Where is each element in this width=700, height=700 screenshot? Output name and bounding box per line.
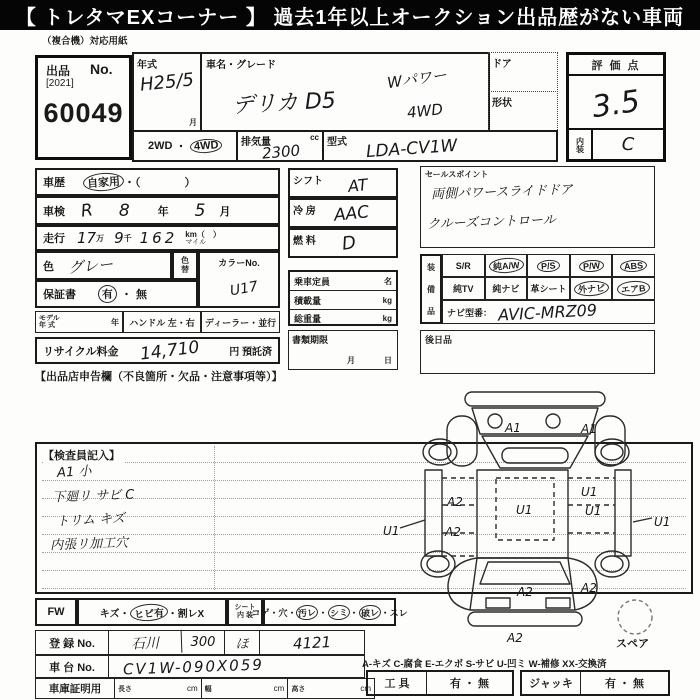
fw-options-cell — [77, 598, 227, 626]
rating-box — [566, 52, 666, 162]
mileage-man: 17 — [77, 229, 97, 247]
color-value: グレー — [67, 255, 114, 277]
dealer-cell: ディーラー・並行 — [201, 311, 280, 333]
shape-label: 形状 — [492, 98, 512, 109]
equipment-side-label — [420, 254, 442, 324]
equipment-abs — [612, 254, 655, 277]
equipment-jun-tv — [442, 277, 485, 300]
wheel-rear-right-rim — [601, 556, 623, 572]
interior-value: C — [621, 134, 635, 155]
inspector-title: 【検査員記入】 — [43, 447, 124, 463]
sales-point-line2: クルーズコントロール — [426, 212, 556, 233]
shaken-label: 車検 — [43, 205, 65, 218]
color-no-label: カラーNo. — [218, 258, 260, 268]
shaken-year: 8 — [118, 200, 130, 221]
registration-kana: ほ — [225, 631, 260, 654]
garage-height-unit: cm — [360, 684, 372, 693]
handle-cell: ハンドル 左・右 — [123, 311, 201, 333]
declaration-title: 【出品店申告欄（不良箇所・欠品・注意事項等）】 — [35, 371, 283, 383]
door-cell — [488, 52, 558, 92]
wheel-front-left — [423, 439, 457, 465]
navi-model-value: AVIC-MRZ09 — [497, 299, 598, 325]
mileage-unit-mile: マイル — [185, 238, 207, 246]
equipment-airbag-label: エアB — [617, 280, 650, 297]
shaken-era: R — [79, 199, 95, 222]
mileage-man-label: 万 — [96, 233, 105, 243]
recycle-unit: 円 預託済 — [229, 347, 272, 358]
aircon-value: AAC — [333, 202, 371, 226]
capacity-label-1: 積載量 — [294, 295, 322, 306]
color-no-value: U17 — [228, 278, 260, 300]
equipment-jun-aw-label: 純A/W — [488, 257, 523, 274]
garage-length-unit: cm — [187, 684, 198, 693]
navi-model-row — [442, 300, 655, 324]
rating-score: 3.5 — [589, 83, 643, 125]
wheel-rear-left — [421, 551, 455, 577]
garage-row — [35, 678, 375, 699]
warranty-label: 保証書 — [43, 289, 76, 301]
leader-line-right — [633, 518, 652, 522]
equipment-sr — [442, 254, 485, 277]
inspector-note-4: 内張リ加工穴 — [49, 535, 129, 554]
seat-dot3: ・ — [318, 607, 328, 618]
year-cell — [132, 52, 202, 132]
aircon-label: 冷 房 — [293, 206, 316, 217]
equipment-grid — [442, 254, 655, 300]
color-cell — [35, 251, 172, 280]
recycle-label: リサイクル料金 — [43, 345, 119, 358]
tools-box — [366, 670, 514, 696]
equipment-airbag — [612, 277, 655, 300]
side-sill-right — [615, 470, 631, 556]
registration-number: 4121 — [292, 632, 332, 653]
fw-ware: 割レX — [177, 608, 205, 620]
seat-ana: 穴 — [278, 607, 288, 618]
equipment-ext-navi-label: 外ナビ — [573, 280, 609, 297]
garage-width-unit: cm — [273, 684, 285, 693]
drive-2wd: 2WD — [148, 140, 173, 152]
displacement-value: 2300 — [261, 141, 301, 163]
fuel-label: 燃 料 — [293, 236, 316, 247]
garage-width-label: 幅 — [204, 685, 212, 693]
car-name-label: 車名・グレード — [206, 60, 276, 71]
mileage-rest: 162 — [139, 229, 178, 247]
fuel-value: D — [340, 232, 358, 255]
seat-dot4: ・ — [349, 607, 359, 618]
shaken-month: 5 — [194, 200, 206, 221]
cowl-panel — [472, 408, 598, 434]
leader-line-left — [400, 520, 425, 528]
capacity-box — [288, 270, 398, 326]
mileage-label: 走行 — [43, 233, 65, 245]
equipment-jun-tv-label: 純TV — [453, 284, 474, 294]
capacity-unit-1: kg — [382, 295, 392, 305]
fw-dot2: ・ — [167, 608, 178, 620]
wheel-front-right-rim — [601, 444, 623, 460]
wheel-rear-left-rim — [427, 556, 449, 572]
shift-label: シフト — [293, 176, 323, 187]
mileage-unit — [185, 231, 221, 246]
banner-title: 【 トレタマEXコーナー 】 過去1年以上オークション出品歴がない車両 — [15, 6, 685, 29]
fw-kizu: キズ — [99, 608, 120, 620]
equipment-side-a: 装 — [427, 262, 435, 272]
interior-label-small: 内 装 — [237, 612, 253, 619]
color-change-b: 替 — [181, 264, 189, 274]
model-code-value: LDA-CV1W — [365, 135, 459, 163]
ruled-divider — [214, 446, 215, 590]
drive-cell — [132, 130, 238, 162]
equipment-pw — [570, 254, 613, 277]
fw-label-cell: FW — [35, 598, 77, 626]
interior-label: 内装 — [569, 130, 593, 159]
garage-length-label: 長さ — [118, 685, 132, 693]
shaken-row — [35, 196, 280, 225]
docs-deadline-box — [288, 330, 398, 370]
capacity-label-0: 乗車定員 — [294, 276, 331, 287]
wheel-front-right — [595, 439, 629, 465]
taillight-right — [546, 598, 570, 608]
seat-sure: スレ — [389, 607, 408, 618]
mark-right-out: U1 — [654, 515, 671, 529]
capacity-label-2: 総重量 — [294, 314, 322, 324]
garage-height-cell — [288, 679, 374, 698]
seat-yogore: 汚レ — [296, 604, 319, 620]
history-row — [35, 168, 280, 196]
model-code-cell — [322, 130, 558, 162]
equipment-ps — [527, 254, 570, 277]
listing-number: 60049 — [43, 98, 124, 128]
equipment-jun-navi — [485, 277, 528, 300]
mark-right-panel-b: U1 — [585, 504, 602, 518]
inspector-note-1: A1 小 — [56, 464, 92, 481]
shift-value: AT — [347, 175, 369, 196]
capacity-unit-0: 名 — [384, 276, 392, 286]
aircon-cell — [288, 198, 398, 228]
registration-area: 石川 — [109, 630, 183, 656]
mileage-row — [35, 225, 280, 251]
seat-dot2: ・ — [287, 607, 297, 618]
navi-model-label: ナビ型番： — [447, 307, 493, 318]
rating-header: 評 価 点 — [569, 55, 663, 76]
spare-label: スペア — [616, 637, 649, 650]
equipment-abs-label: ABS — [620, 259, 648, 273]
equipment-jun-navi-label: 純ナビ — [492, 284, 520, 294]
listing-year-tag: [2021] — [46, 78, 74, 89]
mileage-sen-label: 千 — [123, 233, 132, 243]
chassis-value: CV1W-090X059 — [122, 655, 265, 678]
mark-rear-side: A2 — [581, 581, 597, 595]
garage-width-cell — [202, 679, 289, 698]
mark-roof: U1 — [516, 503, 533, 517]
mark-left-panel-b: A2 — [445, 525, 461, 539]
capacity-row — [290, 291, 396, 310]
model-year-cell — [35, 311, 123, 333]
sales-point-line1: 両側パワースライドドア — [430, 182, 573, 203]
equipment-leather-seat-label: 革シート — [530, 284, 567, 294]
fuel-cell — [288, 228, 398, 258]
drive-4wd: 4WD — [189, 138, 222, 154]
listing-number-box — [35, 55, 132, 160]
rear-bumper — [468, 612, 582, 626]
sales-point-box — [420, 166, 655, 248]
listing-kanji: 出品 — [46, 64, 71, 78]
sales-point-label: セールスポイント — [425, 170, 489, 179]
wiper-base-right — [546, 414, 560, 428]
year-month-suffix: 月 — [189, 118, 197, 127]
wiper-base-left — [488, 414, 502, 428]
registration-row — [35, 630, 365, 655]
listing-no-label: No. — [90, 61, 113, 77]
history-paren: ・（ ） — [124, 177, 196, 189]
garage-height-label: 高さ — [291, 685, 306, 693]
front-bumper — [465, 392, 605, 406]
mark-right-panel-a: U1 — [581, 485, 598, 499]
seat-options-cell — [251, 598, 408, 626]
docs-day: 日 — [384, 356, 392, 365]
taillight-left — [486, 598, 510, 608]
front-fender-left — [447, 416, 477, 466]
warranty-dot: ・ — [121, 289, 132, 301]
chassis-label: 車 台 No. — [36, 656, 109, 677]
recycle-value: 14,710 — [139, 336, 201, 365]
registration-label: 登 録 No. — [36, 631, 109, 654]
mark-front-right: A1 — [581, 422, 597, 436]
seat-dot5: ・ — [380, 607, 390, 618]
warranty-yes: 有 — [97, 284, 117, 303]
rear-fender-left — [448, 558, 477, 610]
car-name-cell — [200, 52, 490, 132]
equipment-ext-navi — [570, 277, 613, 300]
capacity-row — [290, 272, 396, 291]
equipment-side-b: 備 — [427, 284, 435, 294]
capacity-unit-2: kg — [382, 314, 392, 323]
grade-note-2: 4WD — [406, 100, 444, 122]
shift-cell — [288, 168, 398, 198]
shaken-year-label: 年 — [157, 205, 169, 218]
equipment-jun-aw — [485, 254, 528, 277]
seat-dot1: ・ — [269, 607, 279, 618]
equipment-side-c: 品 — [427, 306, 435, 316]
shaken-month-label: 月 — [219, 205, 231, 218]
car-name-value: デリカ D5 — [231, 88, 337, 119]
windshield — [502, 448, 568, 463]
warranty-no: 無 — [136, 289, 147, 301]
seat-koge: コゲ — [251, 607, 270, 618]
spare-tire-circle — [618, 600, 652, 634]
color-change-cell — [172, 251, 198, 280]
displacement-unit: cc — [310, 133, 319, 142]
warranty-row — [35, 280, 198, 308]
wheel-rear-right — [595, 551, 629, 577]
displacement-cell — [236, 130, 324, 162]
history-value: 自家用 — [82, 172, 124, 193]
mark-left-panel-a: A2 — [447, 495, 463, 509]
rear-window — [480, 562, 570, 584]
grade-note-1: Wパワー — [386, 65, 448, 93]
header-banner — [0, 0, 700, 30]
equipment-ps-label: P/S — [537, 259, 560, 273]
color-no-cell — [198, 251, 280, 308]
later-items-box — [420, 330, 655, 374]
jack-label: ジャッキ — [522, 672, 581, 694]
side-sill-left — [425, 470, 442, 556]
model-year-label-b: 年 式 — [39, 322, 55, 329]
model-year-label — [39, 315, 60, 329]
tools-options: 有 ・ 無 — [449, 678, 490, 690]
mark-rear-bumper: A2 — [507, 631, 523, 645]
registration-class: 300 — [182, 631, 225, 654]
garage-length-cell — [115, 679, 202, 698]
chassis-row — [35, 655, 365, 678]
later-items-label: 後日品 — [425, 335, 453, 345]
mark-tailgate: A2 — [517, 585, 533, 599]
fw-dot1: ・ — [119, 608, 130, 620]
seat-shimi: シミ — [327, 604, 350, 620]
color-label: 色 — [43, 260, 54, 273]
drive-separator: ・ — [175, 141, 187, 153]
history-label: 車歴 — [43, 177, 65, 189]
seat-yabure: 破レ — [358, 604, 381, 620]
equipment-leather-seat — [527, 277, 570, 300]
garage-label: 車庫証明用 — [36, 679, 115, 698]
model-year-label-a: モデル — [39, 315, 60, 322]
paper-type-note: （複合機）対応用紙 — [42, 36, 128, 47]
capacity-row — [290, 310, 396, 327]
damage-legend: A-キズ C-腐食 E-エクボ S-サビ U-凹ミ W-補修 XX-交換済 — [362, 659, 607, 670]
fw-hibi: ヒビ有 — [129, 602, 168, 622]
docs-month: 月 — [347, 356, 355, 365]
equipment-pw-label: P/W — [578, 259, 604, 273]
displacement-label: 排気量 — [241, 137, 271, 148]
mark-left-out: U1 — [383, 524, 400, 538]
shape-cell — [488, 91, 558, 132]
year-value: H25/5 — [139, 69, 195, 96]
equipment-sr-label: S/R — [455, 260, 471, 271]
model-year-unit: 年 — [111, 317, 119, 327]
docs-label: 書類期限 — [292, 335, 329, 345]
door-label: ドア — [492, 59, 512, 70]
mileage-sen: 9 — [114, 229, 124, 247]
tools-label: 工 具 — [368, 672, 427, 694]
year-label: 年式 — [137, 60, 157, 71]
jack-options: 有 ・ 無 — [604, 678, 645, 690]
color-change-a: 色 — [181, 255, 189, 265]
inspector-note-3: トリム キズ — [55, 511, 126, 530]
jack-box — [520, 670, 670, 696]
interior-row — [569, 128, 663, 159]
recycle-row — [35, 337, 280, 364]
inspector-note-2: 下廻リ サビ C — [51, 487, 135, 506]
model-code-label: 型式 — [327, 137, 347, 148]
vehicle-damage-diagram — [378, 384, 700, 656]
mark-hood: A1 — [505, 421, 521, 435]
mileage-unit-km: km（ ） — [185, 229, 221, 239]
seat-label: シート — [234, 604, 256, 612]
